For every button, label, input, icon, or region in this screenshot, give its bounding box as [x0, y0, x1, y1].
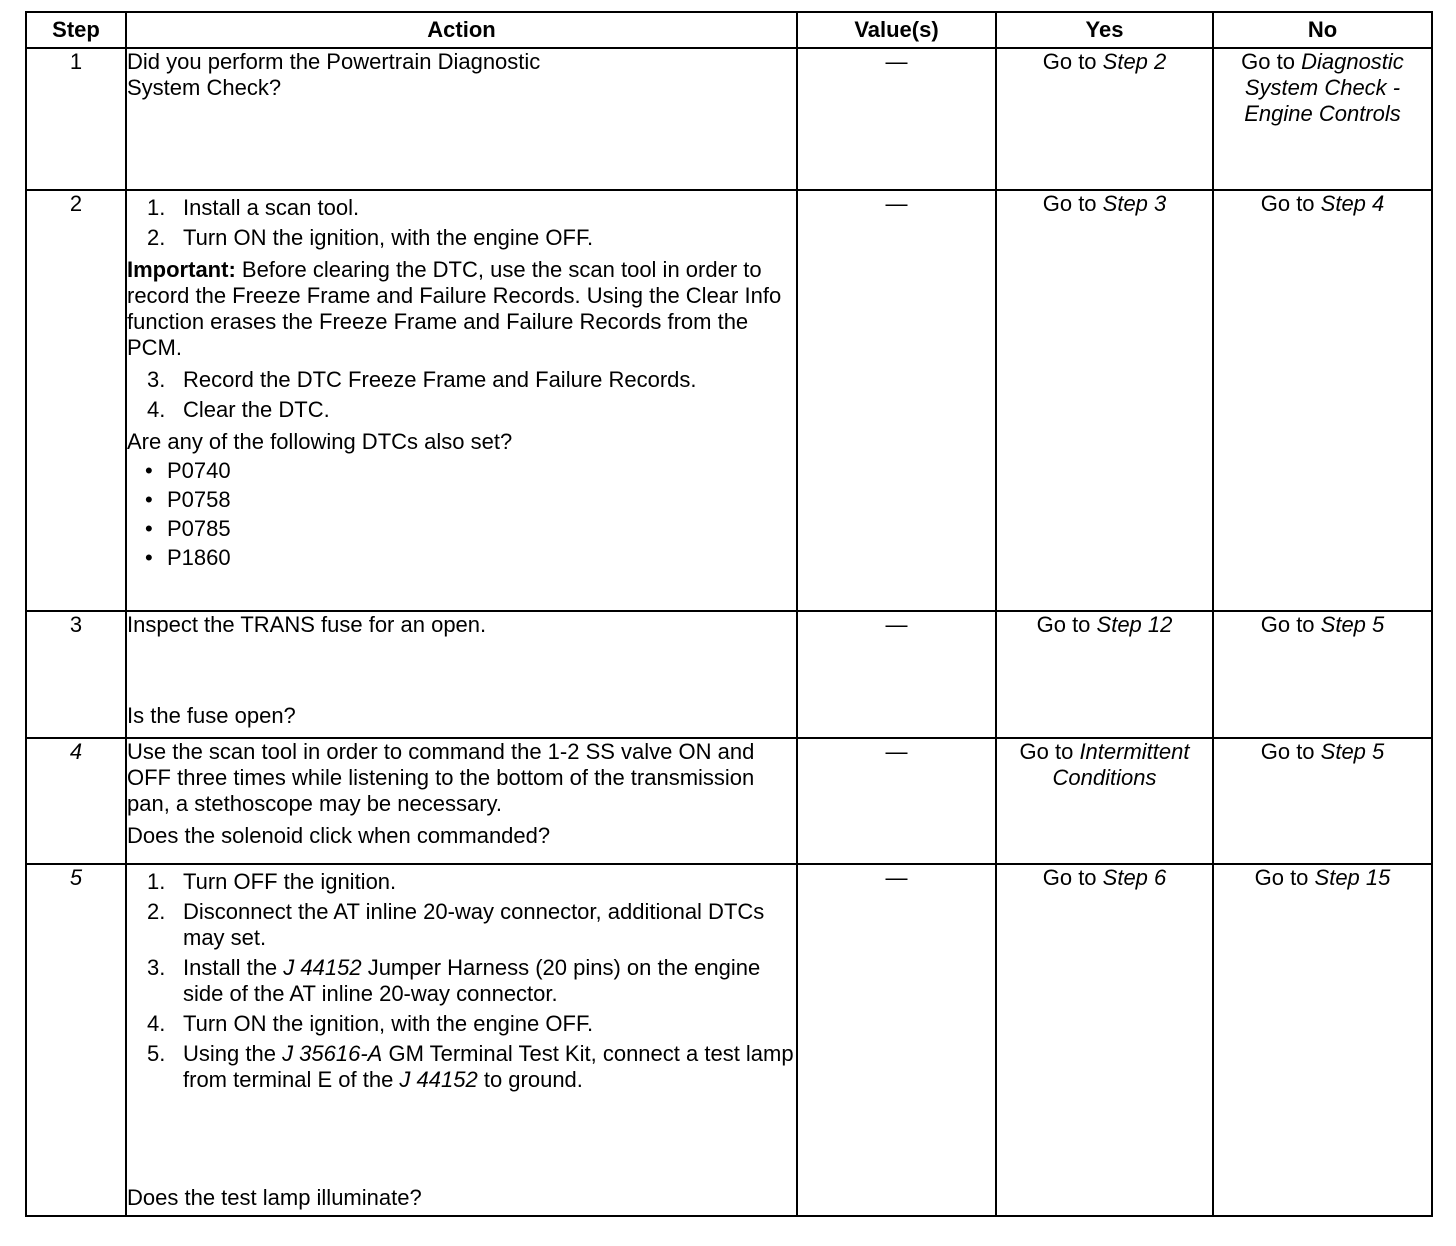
action-text: Did you perform the Powertrain Diagnostic System Check? — [127, 49, 541, 100]
question: Does the test lamp illuminate? — [127, 1185, 422, 1210]
list-item: 4. Clear the DTC. — [147, 397, 330, 422]
step-number: 1 — [26, 48, 126, 190]
step-number: 2 — [26, 190, 126, 611]
header-yes: Yes — [996, 12, 1213, 48]
value-cell: — — [797, 738, 996, 864]
value-cell: — — [797, 48, 996, 190]
important-note: Important: Before clearing the DTC, use the scan tool in order to record the Freeze Frame and Failure Records. Using the Clear Info function erases the Freeze Frame and Failure Records from the PCM. — [127, 257, 782, 360]
value-cell: — — [797, 190, 996, 611]
action-cell — [126, 738, 797, 864]
header-values: Value(s) — [797, 12, 996, 48]
table-row — [26, 190, 1432, 611]
value-cell: — — [797, 864, 996, 1216]
goto-link[interactable]: Step 15 — [1314, 865, 1391, 890]
step-number: 3 — [26, 611, 126, 738]
question: Are any of the following DTCs also set? — [127, 429, 513, 454]
list-item: 3. Record the DTC Freeze Frame and Failure Records. — [147, 367, 697, 392]
tool-ref: J 35616-A — [282, 1041, 383, 1066]
list-item: 2. Disconnect the AT inline 20-way connector, additional DTCs may set. — [147, 899, 765, 950]
goto-link[interactable]: Diagnostic System Check - Engine Controls — [1244, 49, 1404, 126]
header-row — [26, 12, 1432, 48]
goto-link[interactable]: Intermittent Conditions — [1052, 739, 1190, 790]
goto-link[interactable]: Step 5 — [1320, 612, 1385, 637]
no-cell: Go to Step 5 — [1213, 611, 1432, 738]
action-cell — [126, 864, 797, 1216]
yes-cell: Go to Step 3 — [996, 190, 1213, 611]
step-number: 4 — [26, 738, 126, 864]
no-cell: Go to Diagnostic System Check - Engine Controls — [1213, 48, 1432, 190]
list-item: 1. Turn OFF the ignition. — [147, 869, 397, 894]
header-no: No — [1213, 12, 1432, 48]
yes-cell: Go to Intermittent Conditions — [996, 738, 1213, 864]
dtc-item: • P0758 — [145, 487, 231, 512]
goto-link[interactable]: Step 3 — [1102, 191, 1167, 216]
dtc-item: • P0740 — [145, 458, 231, 483]
goto-link[interactable]: Step 4 — [1320, 191, 1385, 216]
list-item: 4. Turn ON the ignition, with the engine OFF. — [147, 1011, 594, 1036]
diagnostic-table — [25, 11, 1433, 1217]
value-cell: — — [797, 611, 996, 738]
list-item: 2. Turn ON the ignition, with the engine OFF. — [147, 225, 594, 250]
header-action: Action — [126, 12, 797, 48]
action-cell — [126, 190, 797, 611]
action-cell — [126, 48, 797, 190]
goto-link[interactable]: Step 5 — [1320, 739, 1385, 764]
list-item: 3. Install the J 44152 Jumper Harness (20 pins) on the engine side of the AT inline 20-way connector. — [147, 955, 761, 1006]
table-row — [26, 738, 1432, 864]
dtc-item: • P1860 — [145, 545, 231, 570]
no-cell: Go to Step 15 — [1213, 864, 1432, 1216]
question: Is the fuse open? — [127, 703, 296, 728]
action-text: Inspect the TRANS fuse for an open. — [127, 612, 487, 637]
yes-cell: Go to Step 12 — [996, 611, 1213, 738]
goto-link[interactable]: Step 2 — [1102, 49, 1167, 74]
table-row — [26, 48, 1432, 190]
tool-ref: J 44152 — [399, 1067, 478, 1092]
action-text: Use the scan tool in order to command the 1-2 SS valve ON and OFF three times while listening to the bottom of the transmission pan, a stethoscope may be necessary. — [127, 739, 755, 816]
dtc-item: • P0785 — [145, 516, 231, 541]
header-step: Step — [26, 12, 126, 48]
step-number: 5 — [26, 864, 126, 1216]
goto-link[interactable]: Step 12 — [1096, 612, 1173, 637]
table-row — [26, 611, 1432, 738]
no-cell: Go to Step 5 — [1213, 738, 1432, 864]
table-row — [26, 864, 1432, 1216]
yes-cell: Go to Step 6 — [996, 864, 1213, 1216]
list-item: 5. Using the J 35616-A GM Terminal Test Kit, connect a test lamp from terminal E of the J 44152 to ground. — [147, 1041, 794, 1092]
no-cell: Go to Step 4 — [1213, 190, 1432, 611]
tool-ref: J 44152 — [283, 955, 362, 980]
action-cell — [126, 611, 797, 738]
question: Does the solenoid click when commanded? — [127, 823, 551, 848]
goto-link[interactable]: Step 6 — [1102, 865, 1167, 890]
list-item: 1. Install a scan tool. — [147, 195, 360, 220]
yes-cell: Go to Step 2 — [996, 48, 1213, 190]
